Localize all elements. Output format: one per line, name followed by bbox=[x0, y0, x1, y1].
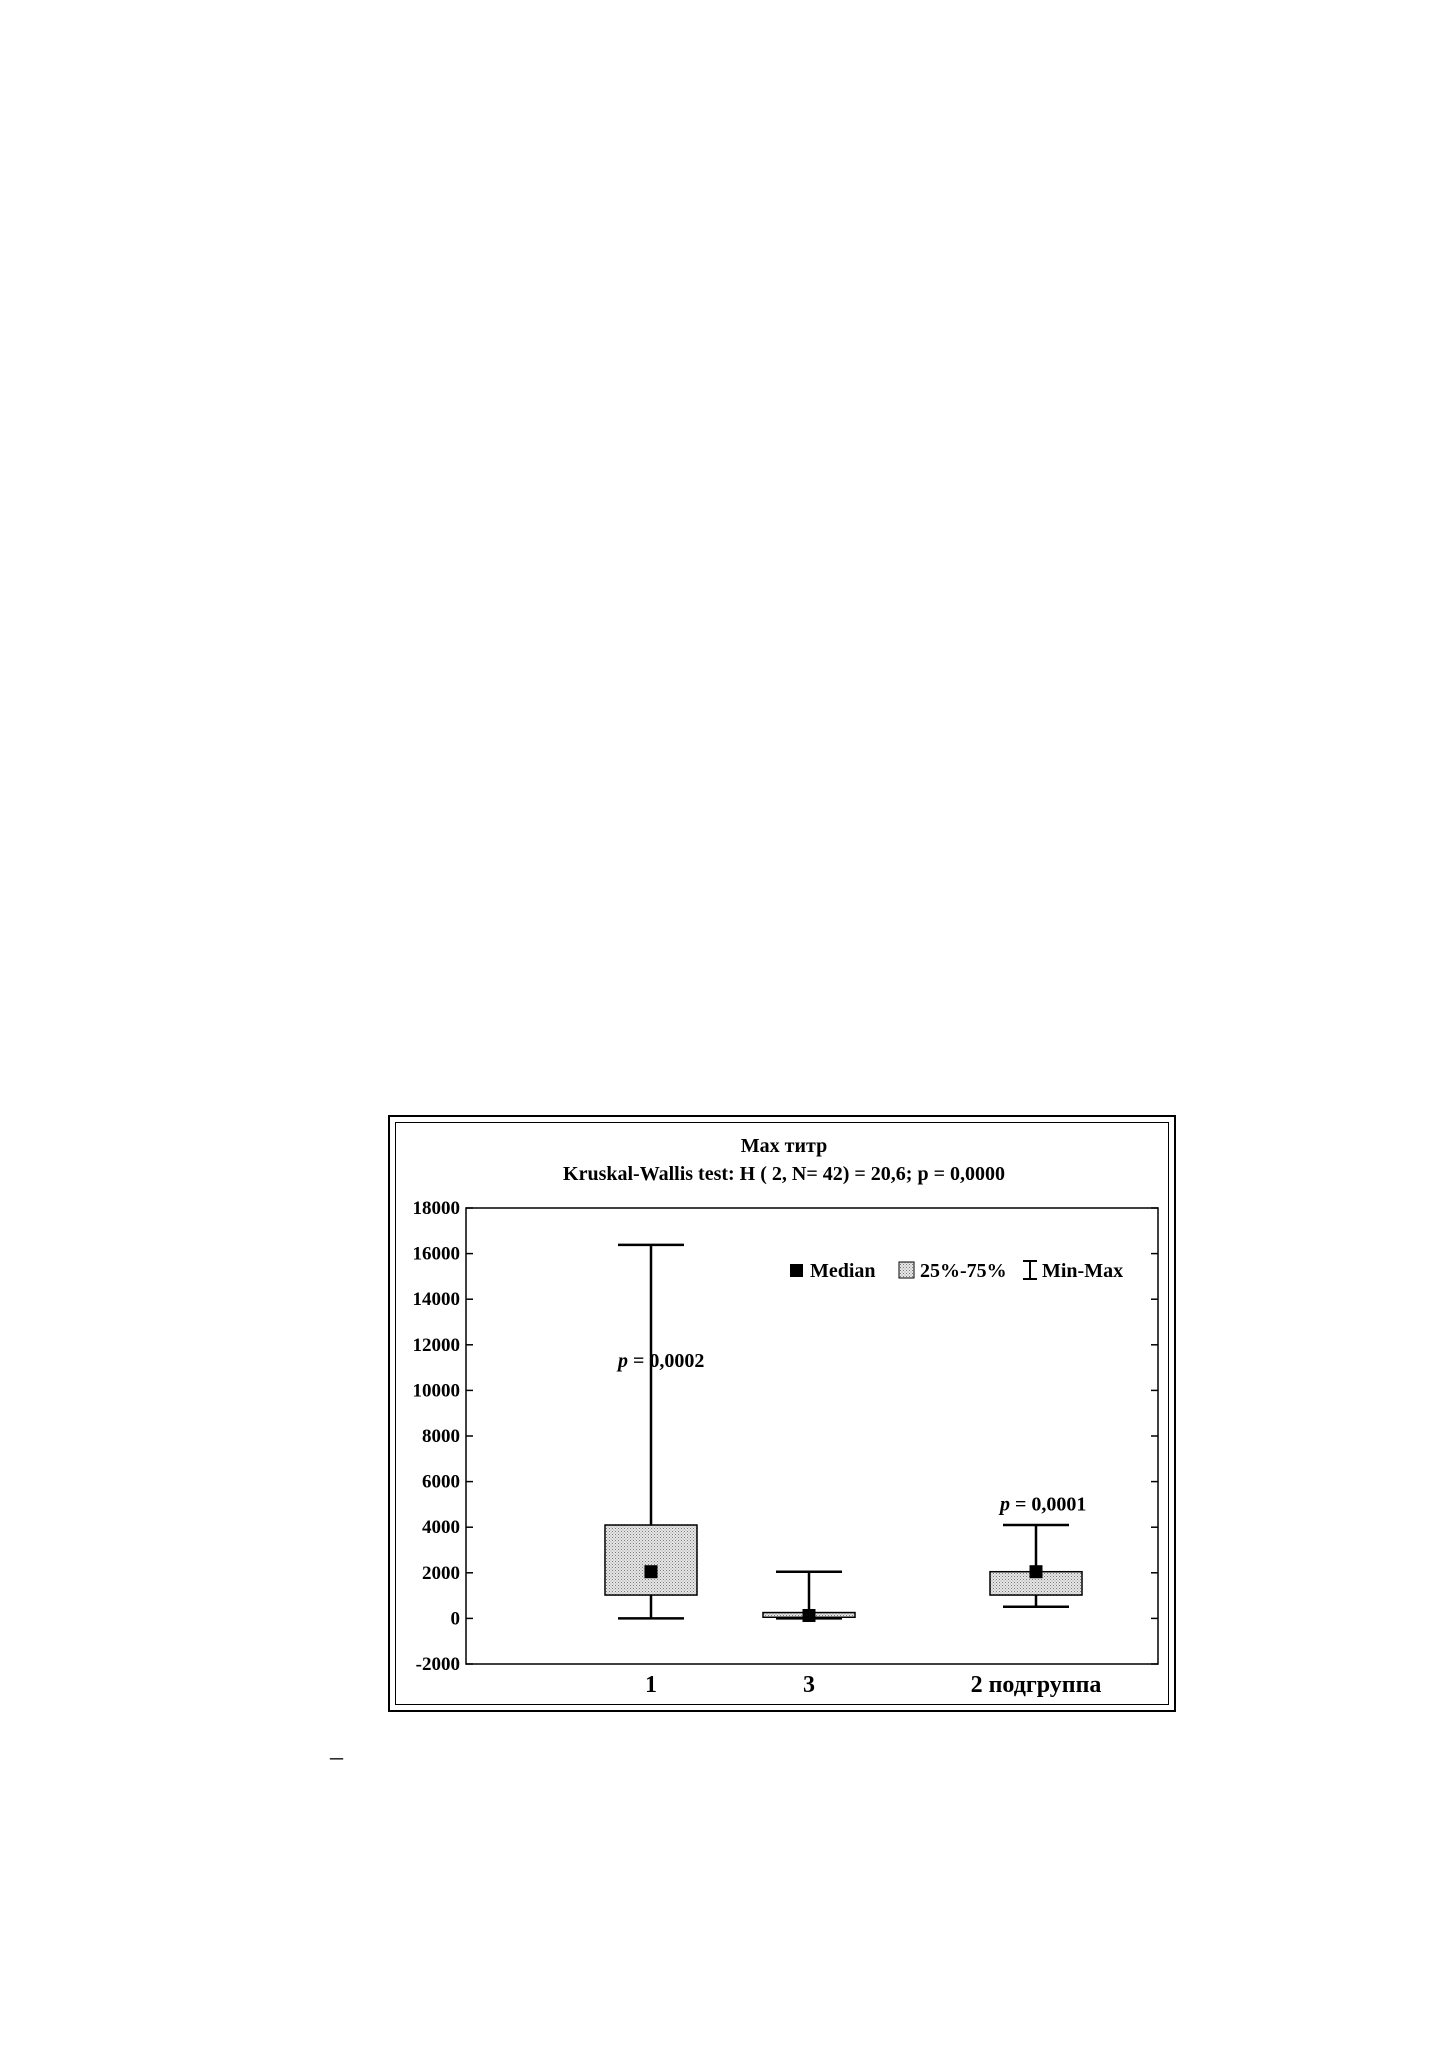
annotations bbox=[616, 1350, 1086, 1516]
y-tick-label: 4000 bbox=[422, 1517, 460, 1539]
median-marker bbox=[803, 1609, 816, 1622]
y-tick-label: 10000 bbox=[412, 1380, 460, 1402]
y-tick-label: 8000 bbox=[422, 1426, 460, 1447]
box-series bbox=[605, 1245, 1082, 1622]
x-category-label: 3 bbox=[803, 1672, 815, 1698]
y-tick-label: 0 bbox=[450, 1608, 460, 1630]
median-marker bbox=[1030, 1565, 1043, 1578]
p-symbol: p bbox=[618, 1349, 628, 1372]
legend-whisker-label: Min-Max bbox=[1042, 1260, 1124, 1282]
footnote-dash: – bbox=[330, 1742, 343, 1771]
figure-frame bbox=[388, 1115, 1176, 1712]
legend-box-swatch bbox=[899, 1262, 914, 1278]
y-tick-label: 16000 bbox=[412, 1243, 460, 1265]
p-value-annotation bbox=[616, 1350, 704, 1372]
legend-box-label: 25%-75% bbox=[920, 1260, 1007, 1282]
y-tick-label: -2000 bbox=[415, 1654, 460, 1675]
y-tick-label: 18000 bbox=[412, 1198, 460, 1219]
y-tick-label: 14000 bbox=[412, 1289, 460, 1311]
legend-median-label: Median bbox=[810, 1260, 876, 1282]
iqr-box bbox=[605, 1525, 697, 1595]
legend-median-swatch bbox=[790, 1264, 803, 1277]
x-category-label: 2 подгруппа bbox=[970, 1672, 1102, 1698]
box-plot-chart bbox=[390, 1117, 1178, 1714]
p-symbol: p bbox=[1000, 1493, 1010, 1516]
y-tick-label: 12000 bbox=[412, 1334, 460, 1356]
median-marker bbox=[645, 1565, 658, 1578]
y-tick-label: 6000 bbox=[422, 1471, 460, 1493]
x-category-label: 1 bbox=[645, 1672, 657, 1698]
chart-subtitle: Kruskal-Wallis test: H ( 2, N= 42) = 20,6; p = 0,0000 bbox=[563, 1163, 1005, 1185]
y-tick-label: 2000 bbox=[422, 1562, 460, 1584]
p-value-annotation bbox=[998, 1493, 1086, 1515]
x-axis-categories bbox=[645, 1672, 1101, 1698]
chart-title: Max титр bbox=[740, 1135, 828, 1157]
legend bbox=[790, 1260, 1123, 1282]
p-value-text: = 0,0001 bbox=[1010, 1493, 1087, 1516]
p-value-text: = 0,0002 bbox=[628, 1349, 705, 1372]
